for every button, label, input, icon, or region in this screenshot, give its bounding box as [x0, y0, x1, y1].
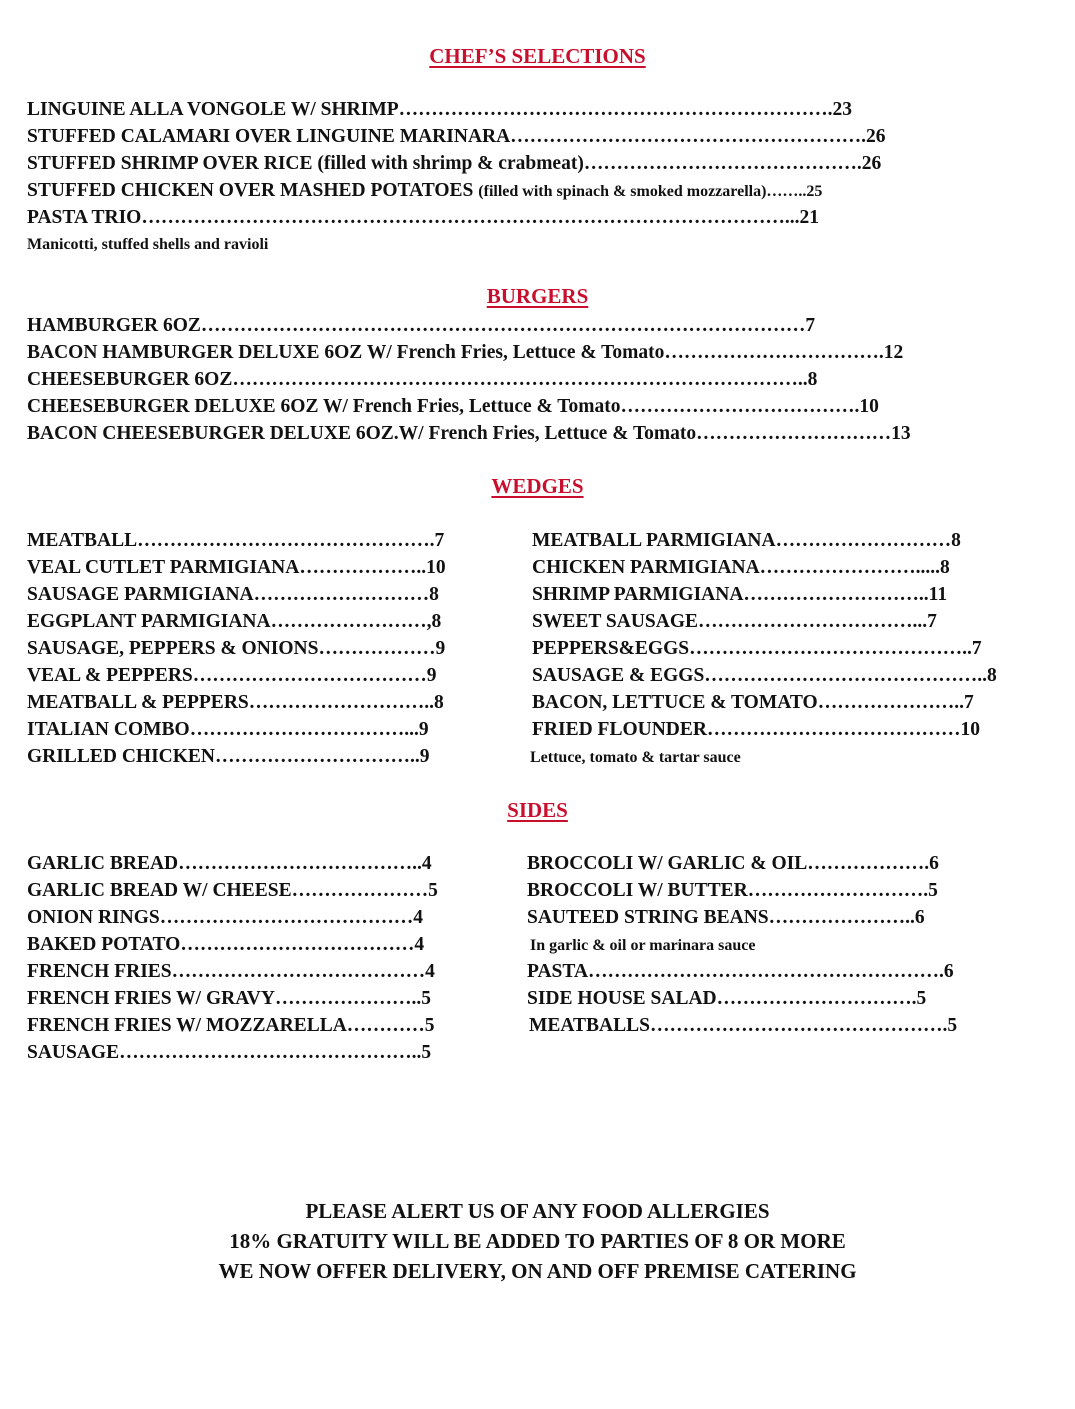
menu-item-wedge-right: FRIED FLOUNDER…………………………………10: [532, 719, 980, 740]
menu-item-hamburger: HAMBURGER 6OZ…………………………………………………………………………………7: [27, 315, 816, 336]
menu-item-wedge-right: MEATBALL PARMIGIANA………………………8: [532, 530, 961, 551]
menu-item-stuffed-chicken-description: (filled with spinach & smoked mozzarella)……..25: [478, 183, 823, 200]
menu-item-side-left: GARLIC BREAD………………………………..4: [27, 853, 432, 874]
menu-item-side-right: BROCCOLI W/ BUTTER……………………….5: [527, 880, 938, 901]
menu-item-side-right: MEATBALLS……………………………………….5: [529, 1015, 958, 1036]
menu-item-side-left: BAKED POTATO………………………………4: [27, 934, 425, 955]
menu-item-wedge-left: VEAL CUTLET PARMIGIANA………………..10: [27, 557, 446, 578]
menu-item-bacon-cheeseburger-deluxe: BACON CHEESEBURGER DELUXE 6OZ.W/ French Fries, Lettuce & Tomato…………………………13: [27, 423, 911, 444]
menu-item-wedge-left: EGGPLANT PARMIGIANA……………………,8: [27, 611, 442, 632]
footer-gratuity-notice: 18% GRATUITY WILL BE ADDED TO PARTIES OF 8 OR MORE: [229, 1229, 846, 1253]
menu-item-side-right: SIDE HOUSE SALAD………………………….5: [527, 988, 927, 1009]
fried-flounder-note: Lettuce, tomato & tartar sauce: [530, 749, 741, 766]
menu-item-wedge-left: MEATBALL & PEPPERS………………………..8: [27, 692, 444, 713]
menu-item-wedge-left: MEATBALL……………………………………….7: [27, 530, 445, 551]
footer-delivery-notice: WE NOW OFFER DELIVERY, ON AND OFF PREMISE CATERING: [218, 1259, 857, 1283]
menu-item-cheeseburger-deluxe: CHEESEBURGER DELUXE 6OZ W/ French Fries, Lettuce & Tomato……………………………….10: [27, 396, 879, 417]
burgers-heading: BURGERS: [486, 284, 589, 308]
menu-item-side-left: SAUSAGE………………………………………..5: [27, 1042, 432, 1063]
menu-item-side-left: GARLIC BREAD W/ CHEESE…………………5: [27, 880, 438, 901]
menu-item-cheeseburger: CHEESEBURGER 6OZ……………………………………………………………………………..8: [27, 369, 818, 390]
string-beans-note: In garlic & oil or marinara sauce: [530, 937, 756, 954]
menu-item-stuffed-calamari: STUFFED CALAMARI OVER LINGUINE MARINARA……………………………………………….26: [27, 126, 886, 147]
menu-item-stuffed-shrimp: STUFFED SHRIMP OVER RICE (filled with shrimp & crabmeat)…………………………………….26: [27, 153, 882, 174]
wedges-heading: WEDGES: [491, 474, 584, 498]
menu-item-wedge-left: SAUSAGE PARMIGIANA………………………8: [27, 584, 439, 605]
menu-item-side-left: FRENCH FRIES…………………………………4: [27, 961, 435, 982]
chefs-selections-heading: CHEF’S SELECTIONS: [429, 44, 646, 68]
menu-item-wedge-right: SHRIMP PARMIGIANA………………………..11: [532, 584, 948, 605]
menu-item-side-left: FRENCH FRIES W/ MOZZARELLA…………5: [27, 1015, 435, 1036]
menu-item-wedge-left: GRILLED CHICKEN…………………………..9: [27, 746, 430, 767]
menu-item-wedge-right: BACON, LETTUCE & TOMATO…………………..7: [532, 692, 974, 713]
pasta-trio-note: Manicotti, stuffed shells and ravioli: [27, 236, 269, 253]
menu-item-linguine-vongole: LINGUINE ALLA VONGOLE W/ SHRIMP………………………………………………………….23: [27, 99, 853, 120]
menu-item-wedge-left: VEAL & PEPPERS………………………………9: [27, 665, 437, 686]
sides-heading: SIDES: [507, 798, 568, 822]
menu-item-side-right: SAUTEED STRING BEANS…………………..6: [527, 907, 925, 928]
menu-item-wedge-left: ITALIAN COMBO……………………………...9: [27, 719, 429, 740]
menu-item-wedge-right: PEPPERS&EGGS……………………………………..7: [532, 638, 982, 659]
menu-item-wedge-right: SAUSAGE & EGGS……………………………………..8: [532, 665, 997, 686]
menu-item-wedge-right: SWEET SAUSAGE……………………………...7: [532, 611, 937, 632]
menu-item-pasta-trio: PASTA TRIO………………………………………………………………………………………...21: [27, 207, 819, 228]
menu-item-wedge-left: SAUSAGE, PEPPERS & ONIONS………………9: [27, 638, 446, 659]
menu-item-stuffed-chicken: [27, 177, 822, 205]
menu-item-stuffed-chicken-main: STUFFED CHICKEN OVER MASHED POTATOES: [27, 180, 474, 201]
menu-item-bacon-hamburger-deluxe: BACON HAMBURGER DELUXE 6OZ W/ French Fries, Lettuce & Tomato…………………………….12: [27, 342, 904, 363]
footer-allergy-notice: PLEASE ALERT US OF ANY FOOD ALLERGIES: [305, 1199, 770, 1223]
menu-item-side-right: BROCCOLI W/ GARLIC & OIL……………….6: [527, 853, 939, 874]
menu-item-wedge-right: CHICKEN PARMIGIANA…………………….....8: [532, 557, 950, 578]
menu-item-side-right: PASTA……………………………………………….6: [527, 961, 954, 982]
menu-item-side-left: FRENCH FRIES W/ GRAVY…………………..5: [27, 988, 431, 1009]
menu-item-side-left: ONION RINGS…………………………………4: [27, 907, 423, 928]
